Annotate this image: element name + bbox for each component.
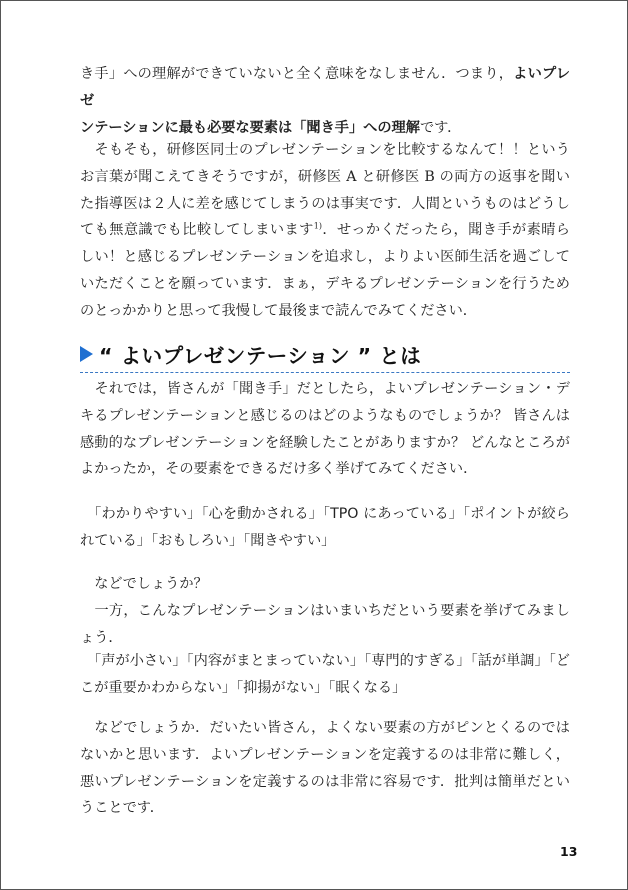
page-number: 13 (560, 844, 578, 859)
paragraph-conclusion: などでしょうか．だいたい皆さん，よくない要素の方がピンとくるのではないかと思います．よいプレゼンテーションを定義するのは非常に難しく，悪いプレゼンテーションを定義するのは非常に容易です．批判は簡単だということです． (80, 720, 570, 817)
paragraph-intro-conclusion (80, 61, 570, 141)
good-elements-list: 「わかりやすい」「心を動かされる」「TPO にあっている」「ポイントが絞られている」「おもしろい」「聞きやすい」 (80, 506, 570, 549)
reference-superscript: 1) (313, 221, 322, 231)
comparison-text-a: そもそも，研修医同士のプレゼンテーションを比較するなんて！！というお言葉が聞こえてきそうですが，研修医 A と研修医 B の両方の返事を聞いた指導医は２人に差を感じてしまうのは事実です．人間というものはどうしても無意識でも比較してしまいます (80, 142, 570, 239)
intro-text-2: です． (419, 119, 462, 136)
intro-text-1: き手」への理解ができていないと全く意味をなしません．つまり， (80, 66, 514, 82)
paragraph-question: それでは，皆さんが「聞き手」だとしたら，よいプレゼンテーション・デキるプレゼンテーションと感じるのはどのようなものでしょうか？ 皆さんは感動的なプレゼンテーションを経験したことがありますか？ どんなところがよかったか，その要素をできるだけ多く挙げてみてください． (80, 381, 570, 478)
section-heading-text: “ よいプレゼンテーション ” とは (99, 344, 422, 368)
bad-elements-list: 「声が小さい」「内容がまとまっていない」「専門的すぎる」「話が単調」「どこが重要かわからない」「抑揚がない」「眠くなる」 (80, 653, 570, 696)
transition-line-1: などでしょうか？ (80, 576, 208, 592)
intro-emphasis-1: よいプレゼ (80, 66, 571, 109)
comparison-text-b: ．せっかくだったら，聞き手が素晴らしい！と感じるプレゼンテーションを追求し，よりよい医師生活を過ごしていただくことを願っています．まぁ，デキるプレゼンテーションを行うためのとっかかりと思って我慢して最後まで読んでみてください． (80, 222, 570, 319)
section-heading (80, 336, 570, 373)
triangle-marker-icon (80, 346, 93, 362)
paragraph-comparison (80, 137, 570, 325)
transition-line-2: 一方，こんなプレゼンテーションはいまいちだという要素を挙げてみましょう． (80, 602, 570, 646)
intro-emphasis-2: ンテーションに最も必要な要素は「聞き手」への理解 (80, 119, 420, 136)
paragraph-transition (80, 571, 570, 651)
